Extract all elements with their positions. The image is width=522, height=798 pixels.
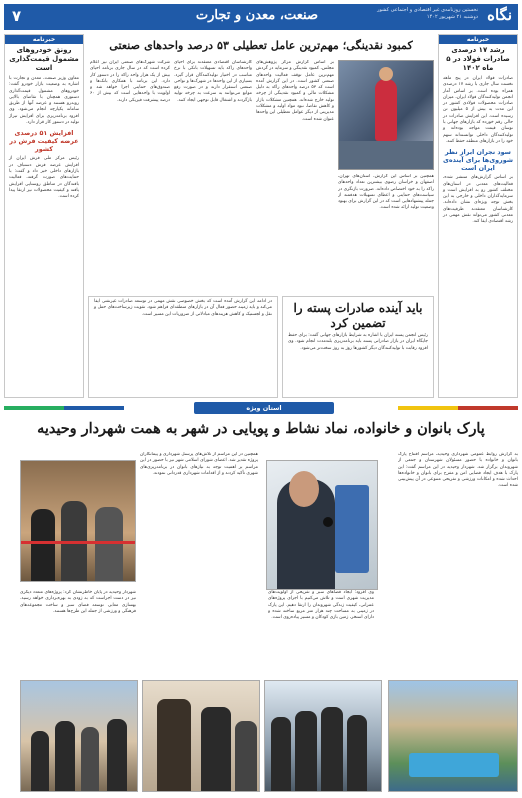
section-label: استان ویژه [194, 402, 334, 414]
bottom-article-col2: وی افزود: ایجاد فضاهای سبز و تفریحی از اولویت‌های مدیریت شهری است و تلاش می‌کنیم با اجرای پروژه‌های عمرانی، کیفیت زندگی شهروندان را ارتقا دهیم. این پارک در زمینی به مساحت چند هزار متر مربع ساخته شده و دارای استخر، زمین بازی کودکان و مسیر پیاده‌روی است. [268, 590, 374, 621]
ceremony-person [95, 507, 123, 581]
official-figure [235, 721, 257, 791]
official-figure [201, 707, 231, 791]
main-article-title: کمبود نقدینگی؛ مهم‌ترین عامل تعطیلی ۵۳ درصد واحدهای صنعتی [109, 38, 413, 52]
main-article [88, 34, 434, 324]
official-figure [321, 707, 343, 791]
right-column-subbody: بر اساس گزارش‌های منتشر شده، فعالیت‌های معدنی در استان‌های مختلف کشور رو به افزایش است و سرمایه‌گذاران داخلی و خارجی به این بخش توجه ویژه‌ای نشان داده‌اند. کارشناسان معتقدند ظرفیت‌های معدنی کشور می‌تواند نقش مهمی در رشد اقتصادی ایفا کند. [443, 175, 513, 225]
worker-head [379, 67, 393, 81]
microphone-icon [323, 517, 333, 527]
pistachio-article [282, 296, 434, 398]
group-person [81, 727, 99, 791]
stripe-blue [64, 406, 124, 410]
issue-meta [328, 7, 478, 21]
left-news-column [4, 34, 84, 398]
stripe-green [4, 406, 64, 410]
right-column-body: صادرات فولاد ایران در پنج ماهه نخست سال جاری با رشد ۱۷ درصدی همراه بوده است. بر اساس آمار انجمن تولیدکنندگان فولاد ایران، میزان صادرات محصولات فولادی کشور در این مدت به بیش از ۵ میلیون تن رسیده است. این افزایش صادرات در حالی رقم خورده که بازارهای جهانی با نوسان قیمت مواجه بوده‌اند و تولیدکنندگان داخلی توانسته‌اند سهم خود را در بازارهای منطقه حفظ کنند. [443, 76, 513, 144]
left-column-title: رونق خودروهای مشمول قیمت‌گذاری است [9, 46, 79, 72]
mayor-speech-photo [266, 460, 378, 590]
right-column-subtitle: سود نجران ابراز نظر شوروی‌ها برای آینده‌ی ایران است [442, 148, 514, 173]
cleric-figure [157, 699, 191, 791]
bottom-article-title: پارک بانوان و خانواده، نماد نشاط و پویایی در شهر به همت شهردار وحیدیه [37, 420, 485, 437]
main-article-col1: بر اساس گزارش مرکز پژوهش‌های مجلس، کمبود نقدینگی و سرمایه در گردش مهم‌ترین عامل توقف فعالیت واحدهای صنعتی کشور است. در این گزارش آمده است که ۵۳ درصد واحدهای راکد به دلیل مشکلات مالی و کمبود نقدینگی از چرخه تولید خارج شده‌اند. همچنین مشکلات بازار و کاهش تقاضا، نبود مواد اولیه و مشکلات مدیریتی از دیگر عوامل تعطیلی این واحدها عنوان شده است. [256, 60, 334, 122]
ceremony-person [31, 509, 55, 581]
handshake-photo [142, 680, 260, 792]
left-column-subbody: رئیس مرکز ملی فرش ایران از افزایش عرضه فرش دستباف در بازارهای داخلی خبر داد و گفت: با حمایت‌های صورت گرفته، فعالیت بافندگان در مناطق روستایی افزایش یافته و کیفیت محصولات نیز ارتقا پیدا کرده است. [9, 156, 79, 200]
left-column-tag: خبرنامه [5, 35, 83, 44]
stripe-yellow [398, 406, 458, 410]
group-person [107, 719, 127, 791]
official-figure [347, 715, 367, 791]
group-opening-photo [20, 680, 138, 792]
right-column-title: رشد ۱۷ درصدی صادرات فولاد در ۵ ماه ۱۴۰۲ [446, 46, 510, 72]
newspaper-logo: نگاه [487, 6, 512, 24]
machine-shape [339, 141, 434, 169]
ribbon-shape [21, 541, 136, 544]
mid-news-box [88, 296, 278, 398]
masthead [4, 4, 518, 30]
bottom-article-col1: به گزارش روابط عمومی شهرداری وحیدیه، مراسم افتتاح پارک بانوان و خانواده با حضور مسئولان شهرستان و جمعی از شهروندان برگزار شد. شهردار وحیدیه در این مراسم گفت: این پارک با هدف ایجاد فضایی امن و مفرح برای بانوان و خانواده‌ها احداث شده و امکانات ورزشی و تفریحی متنوعی در آن پیش‌بینی شده است. [398, 452, 518, 489]
group-person [31, 731, 49, 791]
left-column-body: معاون وزیر صنعت، معدن و تجارت با اشاره به وضعیت بازار خودرو گفت: خودروهای مشمول قیمت‌گذاری دستوری همچنان با تقاضای بالایی روبه‌رو هستند و عرضه آنها از طریق سامانه یکپارچه انجام می‌شود. وی افزود برنامه‌ریزی برای افزایش تیراژ تولید در دستور کار قرار دارد. [9, 76, 79, 126]
bottom-article-col3: همچنین در این مراسم از تلاش‌های پرسنل شهرداری و پیمانکاران پروژه تقدیر شد. اعضای شورای اسلامی شهر نیز با حضور در این مراسم بر اهمیت توجه به نیازهای بانوان در برنامه‌ریزی‌های شهری تأکید کردند و از اقدامات شهرداری قدردانی نمودند. [140, 452, 258, 476]
issue-date: دوشنبه ۲۱ شهریور ۱۴۰۲ [426, 14, 478, 20]
pistachio-title: باید آینده صادرات پسته را تضمین کرد [293, 301, 423, 330]
officials-group-photo [264, 680, 382, 792]
page-number: ۷ [12, 7, 22, 25]
worker-figure [375, 79, 397, 141]
pool-shape [409, 753, 499, 777]
main-article-col2: کارشناسان اقتصادی معتقدند برای احیای واحدهای راکد باید تسهیلات بانکی با نرخ مناسب در اختیار تولیدکنندگان قرار گیرد. بسیاری از این واحدها در شهرک‌ها و نواحی صنعتی استقرار دارند و در صورت رفع موانع می‌توانند به سرعت به چرخه تولید بازگردند و اشتغال قابل توجهی ایجاد کنند. [174, 60, 252, 103]
park-pool-photo [388, 680, 518, 792]
section-divider [4, 402, 518, 414]
mid-box-body: در ادامه این گزارش آمده است که بخش خصوصی نقش مهمی در توسعه صادرات غیرنفتی ایفا می‌کند و باید زمینه حضور فعال آن در بازارهای منطقه‌ای فراهم شود. تقویت زیرساخت‌های حمل و نقل و لجستیک و کاهش هزینه‌های مبادلاتی از ضروریات این مسیر است. [94, 299, 272, 317]
pistachio-body: رئیس انجمن پسته ایران با اشاره به شرایط بازارهای جهانی گفت: برای حفظ جایگاه ایران در بازار صادراتی پسته باید برنامه‌ریزی بلندمدت انجام شود. وی افزود رقابت با تولیدکنندگان دیگر کشورها روز به روز سخت‌تر می‌شود. [288, 333, 428, 351]
group-person [55, 721, 75, 791]
left-column-subtitle: افزایش ۵۱ درصدی عرضه کیفیت فرش در کشور [9, 129, 79, 154]
official-figure [295, 711, 317, 791]
issue-meta-line1: نخستین روزنامه‌ی غیر‌ اقتصادی و اجتماعی کشور [377, 7, 478, 13]
stripe-red [458, 406, 518, 410]
ribbon-cutting-photo [20, 460, 136, 582]
factory-worker-photo [338, 60, 434, 170]
right-column-tag: خبرنامه [439, 35, 517, 44]
official-figure [271, 717, 291, 791]
park-sign [335, 485, 369, 573]
bottom-article-col4: شهردار وحیدیه در پایان خاطرنشان کرد: پروژه‌های متعدد دیگری نیز در دست اجراست که به زودی به بهره‌برداری خواهد رسید. بهسازی معابر، توسعه فضای سبز و ساخت مجموعه‌های فرهنگی و ورزشی از جمله این طرح‌ها هستند. [20, 590, 136, 614]
main-article-col4: همچنین بر اساس این گزارش، استان‌های تهران، اصفهان و خراسان رضوی بیشترین تعداد واحدهای راکد را به خود اختصاص داده‌اند. ضرورت بازنگری در سیاست‌های حمایتی و اعطای تسهیلات هدفمند از جمله پیشنهادهایی است که در این گزارش برای بهبود وضعیت تولید ارائه شده است. [338, 174, 434, 211]
main-article-col3: شرکت شهرک‌های صنعتی ایران نیز اعلام کرده است که در سال جاری برنامه احیای بیش از یک هزار واحد راکد را در دستور کار دارد. این برنامه با همکاری بانک‌ها و صندوق‌های حمایتی اجرا خواهد شد و اولویت با واحدهایی است که بیش از ۶۰ درصد پیشرفت فیزیکی دارند. [90, 60, 170, 103]
mayor-face [289, 471, 319, 507]
right-news-column [438, 34, 518, 398]
section-title: صنعت، معدن و تجارت [195, 8, 318, 23]
